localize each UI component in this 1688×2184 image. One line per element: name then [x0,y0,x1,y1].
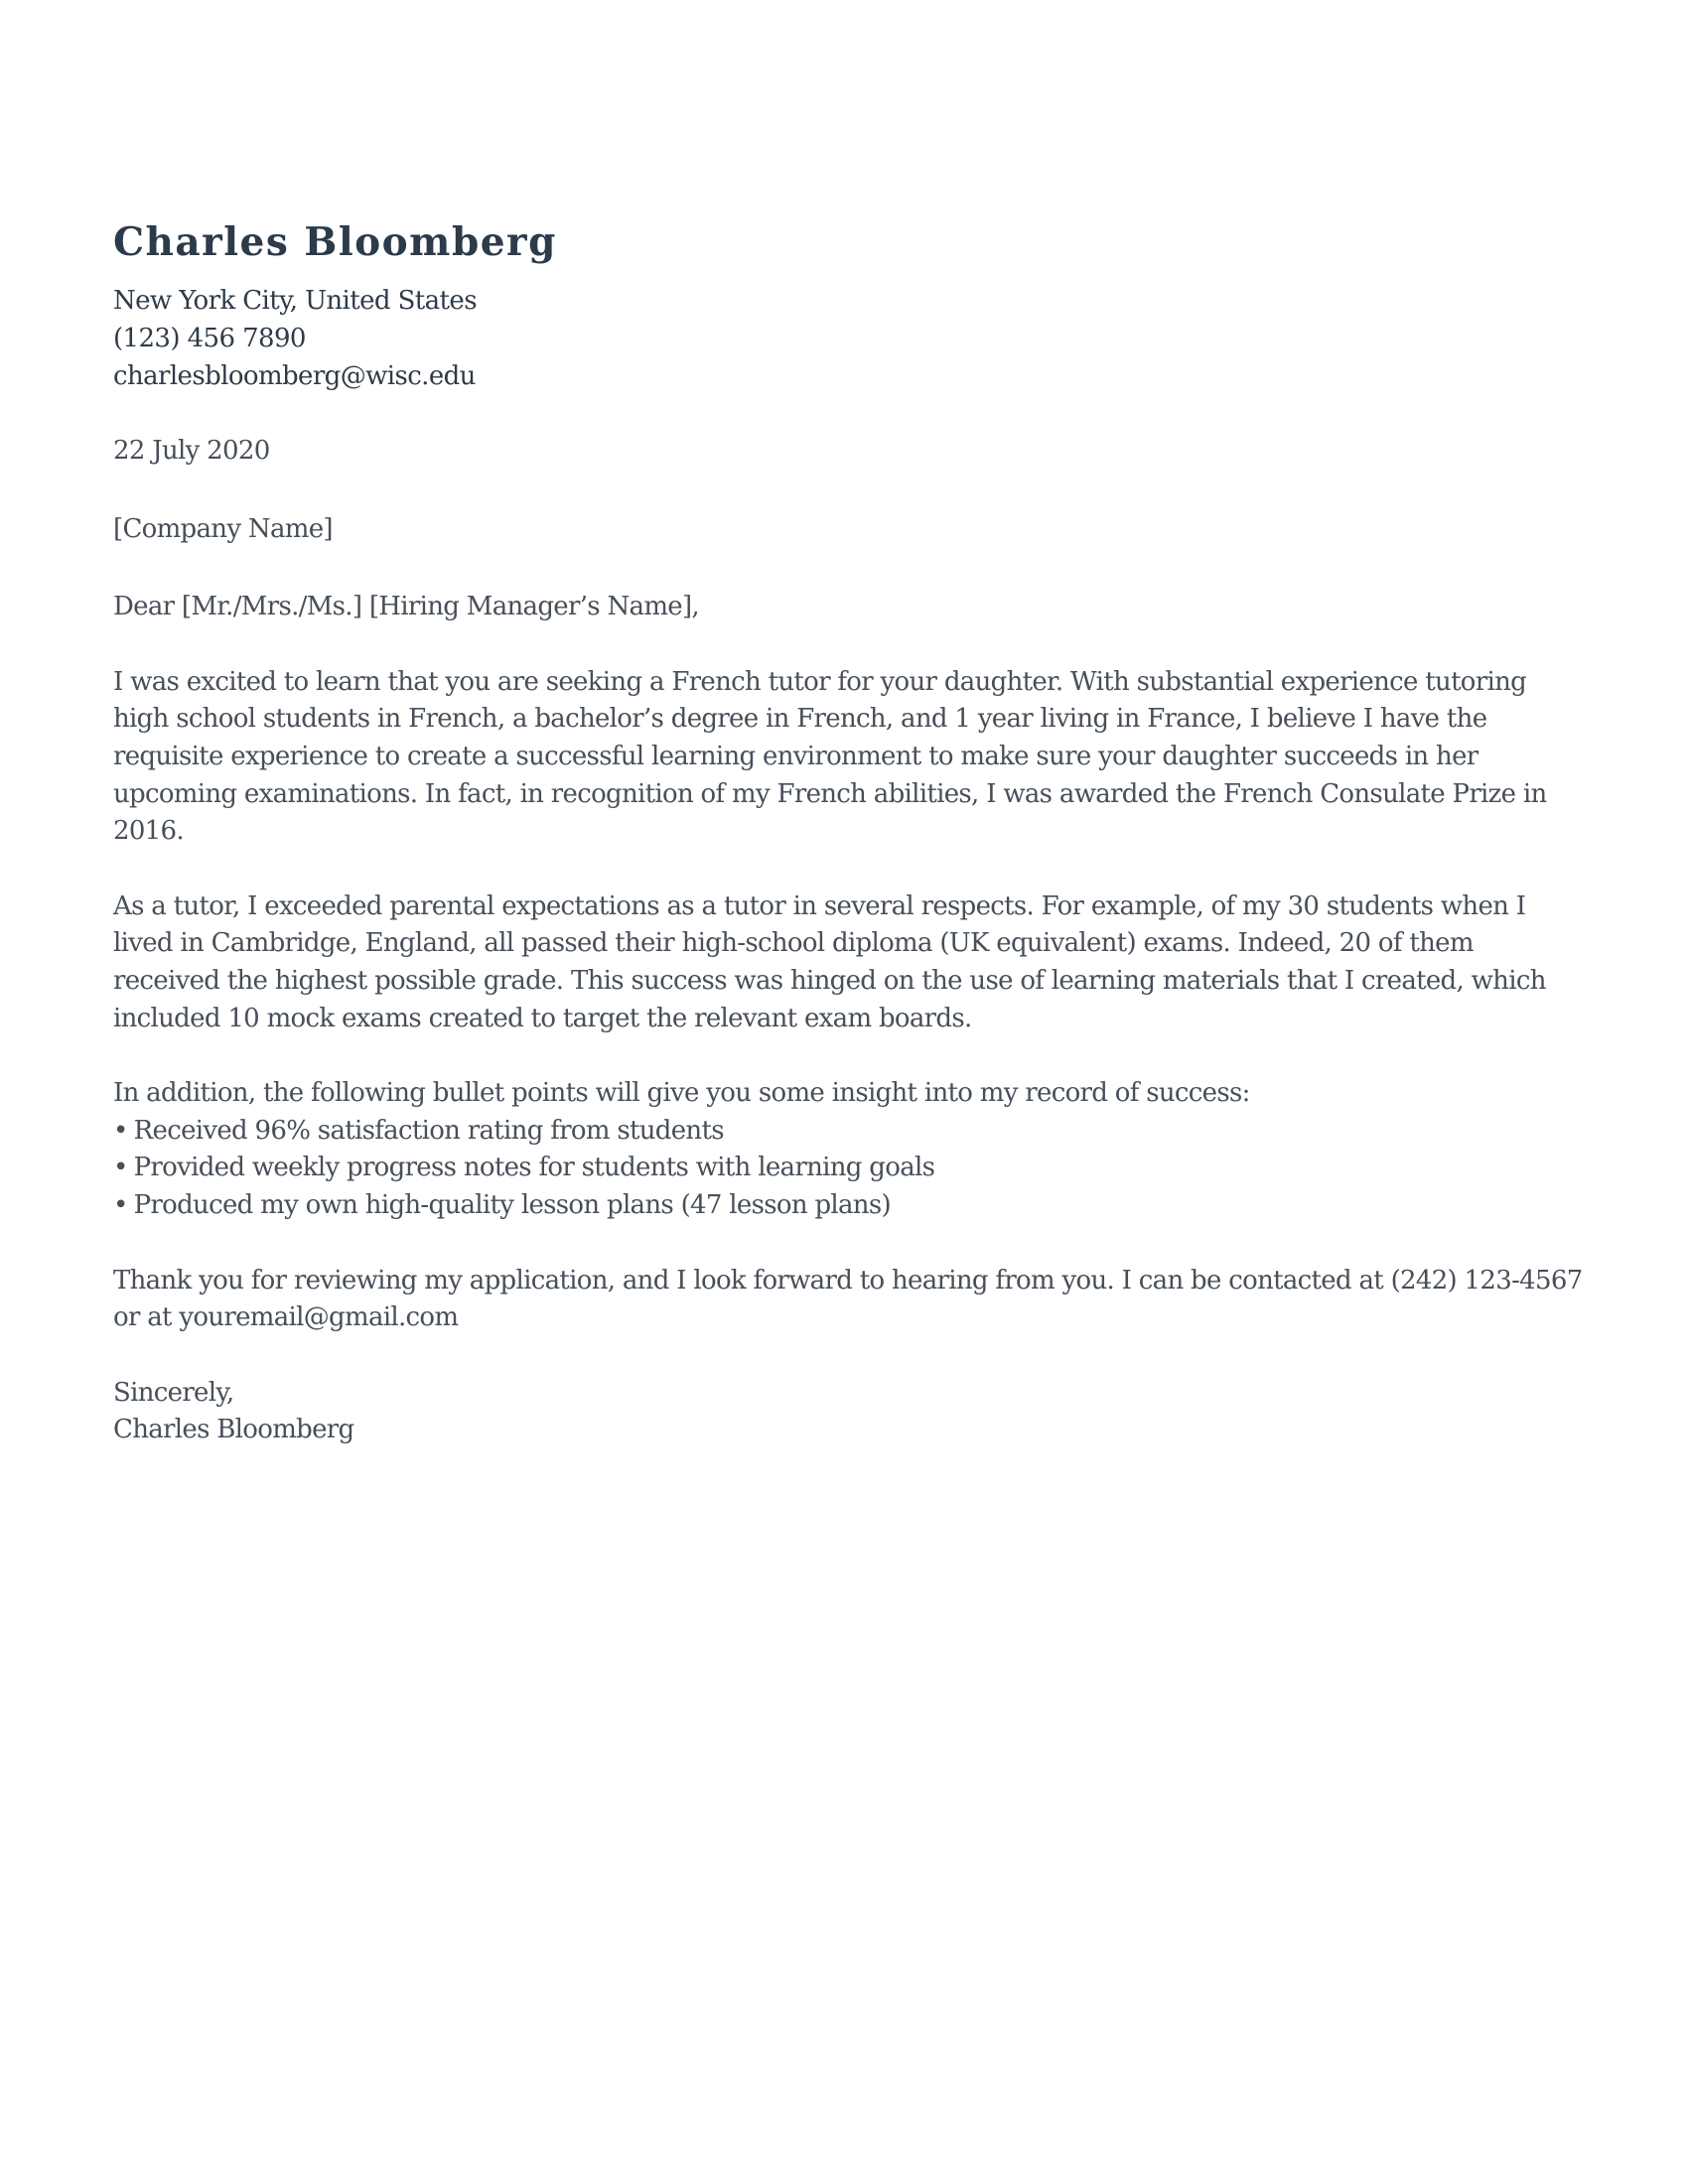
list-item-text: Received 96% satisfaction rating from students [133,1115,724,1146]
closing-block [113,1375,1583,1449]
signature-name: Charles Bloomberg [113,1415,354,1445]
cover-letter-page [113,216,1583,1449]
signoff: Sincerely, [113,1377,234,1408]
applicant-name: Charles Bloomberg [113,219,557,265]
salutation: Dear [Mr./Mrs./Ms.] [Hiring Manager’s Name], [113,592,699,622]
applicant-phone: (123) 456 7890 [113,324,306,353]
list-item [113,1187,1583,1225]
achievement-list [113,1113,1583,1225]
body-paragraph-intro: I was excited to learn that you are seeking a French tutor for your daughter. With substantial experience tutoring high school students in French, a bachelor’s degree in French, and 1 year living in France, I believe I have the requisite experience to create a successful learning environment to make sure your daughter succeeds in her upcoming examinations. In fact, in recognition of my French abilities, I was awarded the French Consulate Prize in 2016. [113,666,1547,847]
list-item-text: Provided weekly progress notes for students with learning goals [133,1153,935,1183]
bullet-marker: • [113,1115,128,1146]
bullets-intro: In addition, the following bullet points will give you some insight into my record of success: [113,1078,1250,1109]
company-name: [Company Name] [113,513,333,544]
list-item [113,1150,1583,1187]
bullets-section [113,1075,1583,1224]
bullet-marker: • [113,1153,128,1183]
letter-date: 22 July 2020 [113,436,270,466]
body-paragraph-experience: As a tutor, I exceeded parental expectations as a tutor in several respects. For example, of my 30 students when I lived in Cambridge, England, all passed their high-school diploma (UK equivalent) exams. Indeed, 20 of them received the highest possible grade. This success was hinged on the use of learning materials that I created, which included 10 mock exams created to target the relevant exam boards. [113,890,1546,1033]
list-item [113,1113,1583,1151]
bullet-marker: • [113,1189,128,1220]
applicant-location: New York City, United States [113,286,477,316]
body-paragraph-closing: Thank you for reviewing my application, and I look forward to hearing from you. I can be contacted at (242) 123-4567 or at youremail@gmail.com [113,1265,1583,1333]
applicant-email: charlesbloomberg@wisc.edu [113,361,476,391]
list-item-text: Produced my own high-quality lesson plans (47 lesson plans) [133,1189,891,1220]
